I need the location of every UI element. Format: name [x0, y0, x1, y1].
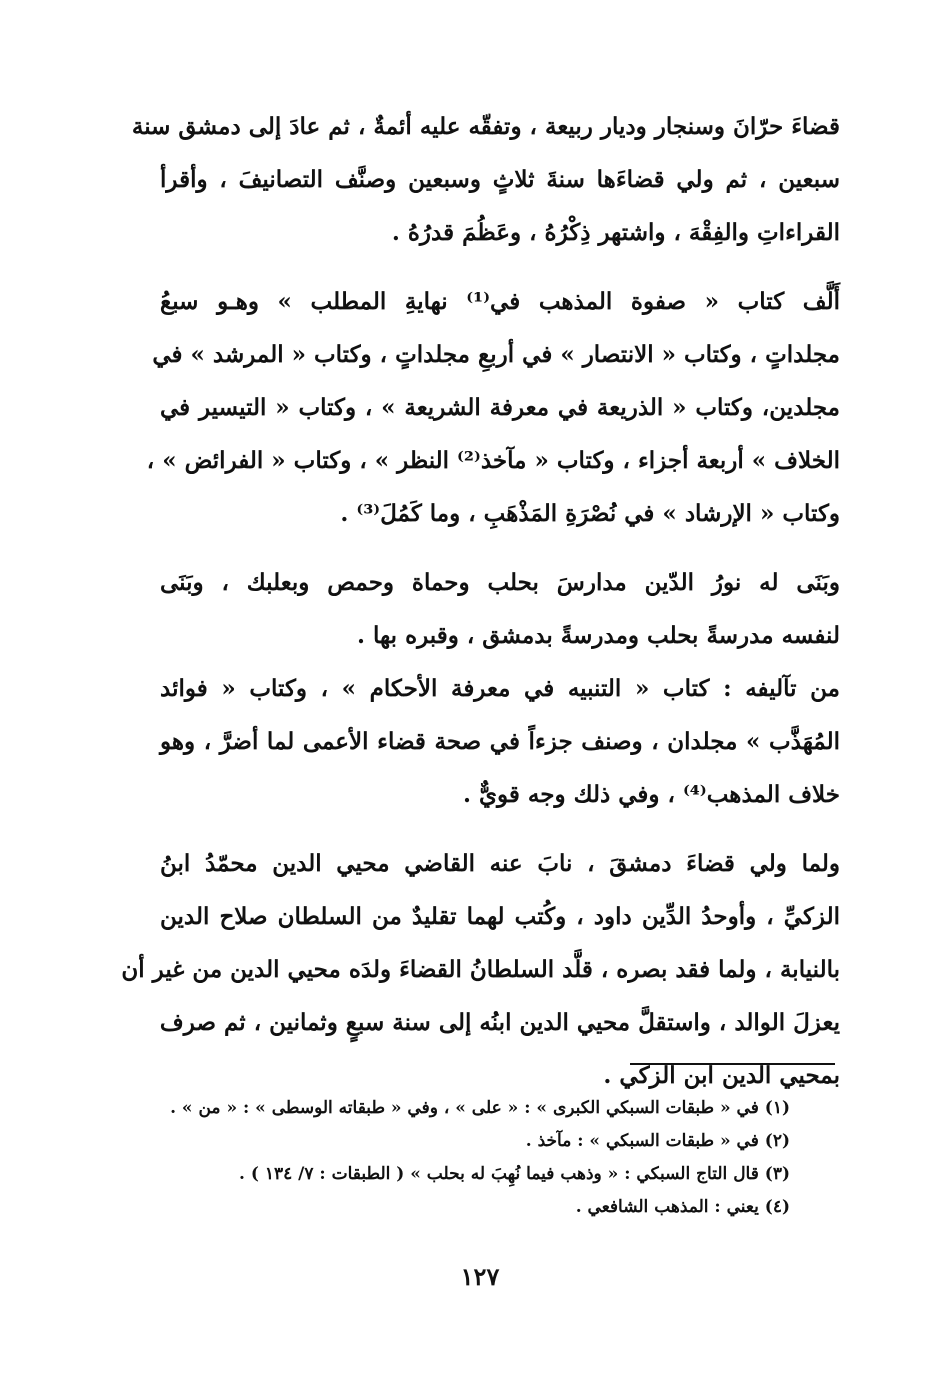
text-line: الخلاف » أربعة أجزاء ، وكتاب « مآخذ⁽²⁾ النظر » ، وكتاب « الفرائض » ، — [146, 447, 840, 474]
main-text — [121, 100, 841, 1102]
text-line: مجلداتٍ ، وكتاب « الانتصار » في أربعِ مجلداتٍ ، وكتاب « المرشد » في — [152, 341, 840, 368]
text-line: من تآليفه : كتاب « التنبيه في معرفة الأحكام » ، وكتاب « فوائد — [160, 675, 840, 702]
paragraph-3 — [160, 556, 840, 662]
footnotes — [170, 1092, 790, 1224]
footnote: (٣) قال التاج السبكي : « وذهب فيما نُهِبَ له بحلب » ( الطبقات : ٧/ ١٣٤ ) . — [239, 1164, 790, 1184]
text-line: أَلَّف كتاب « صفوة المذهب في⁽¹⁾ نهايةِ المطلب » وهـو سبعُ — [160, 288, 841, 315]
text-line: المُهَذَّب » مجلدان ، وصنف جزءاً في صحة قضاء الأعمى لما أضرَّ ، وهو — [160, 728, 840, 755]
footnote-separator — [630, 1063, 835, 1065]
text-line: يعزلَ الوالد ، واستقلَّ محيي الدين ابنُه إلى سنة سبعٍ وثمانين ، ثم صرف — [159, 1009, 840, 1036]
footnote: (٤) يعني : المذهب الشافعي . — [575, 1197, 790, 1217]
text-line: بالنيابة ، ولما فقد بصره ، قلَّد السلطانُ القضاءَ ولدَه محيي الدين من غير أن — [121, 956, 840, 983]
paragraph-2 — [146, 275, 841, 540]
text-line: لنفسه مدرسةً بحلب ومدرسةً بدمشق ، وقبره بها . — [357, 622, 840, 649]
footnote: (٢) في « طبقات السبكي » : مآخذ . — [525, 1131, 790, 1151]
paragraph-1 — [131, 100, 840, 259]
text-line: وبَنَى له نورُ الدّين مدارسَ بحلب وحماة وحمص وبعلبك ، وبَنَى — [160, 569, 840, 596]
footnote: (١) في « طبقات السبكي الكبرى » : « على » ، وفي « طبقاته الوسطى » : « من » . — [170, 1098, 790, 1118]
text-line: خلاف المذهب⁽⁴⁾ ، وفي ذلك وجه قويٌّ . — [463, 781, 840, 808]
text-line: ولما ولي قضاءَ دمشقَ ، نابَ عنه القاضي محيي الدين محمّدُ ابنُ — [160, 850, 840, 877]
text-line: الزكيِّ ، وأوحدُ الدِّين داود ، وكُتب لهما تقليدٌ من السلطان صلاح الدين — [160, 903, 840, 930]
text-line: بمحيي الدين ابن الزكي . — [603, 1062, 840, 1089]
text-line: القراءاتِ والفِقْهَ ، واشتهر ذِكْرُهُ ، وعَظُمَ قدرُهُ . — [391, 219, 840, 246]
text-line: قضاءَ حرّانَ وسنجار وديار ربيعة ، وتفقّه عليه أئمةٌ ، ثم عادَ إلى دمشق سنة — [131, 113, 840, 140]
text-line: وكتاب « الإرشاد » في نُصْرَةِ المَذْهَبِ ، وما كَمُلَ⁽³⁾ . — [340, 500, 840, 527]
paragraph-4 — [160, 662, 840, 821]
text-line: سبعين ، ثم ولي قضاءَها سنةَ ثلاثٍ وسبعين وصنَّف التصانيفَ ، وأقرأ — [160, 166, 840, 193]
page-number: ١٢٧ — [460, 1262, 500, 1291]
text-line: مجلدين، وكتاب « الذريعة في معرفة الشريعة » ، وكتاب « التيسير في — [160, 394, 840, 421]
